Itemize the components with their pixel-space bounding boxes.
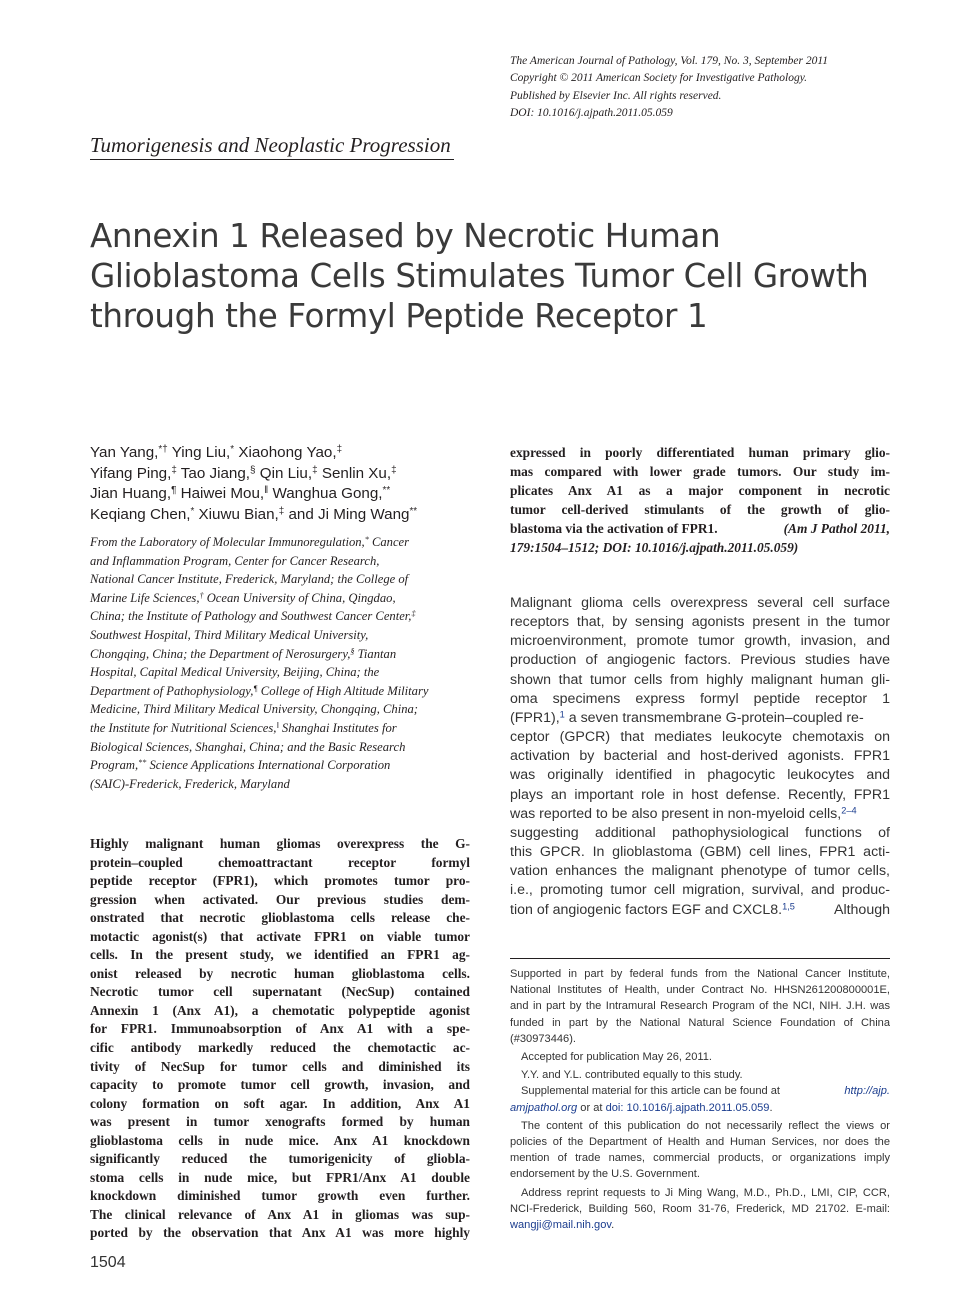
author-marker: * [190, 505, 195, 517]
body-line [510, 901, 890, 920]
abstract-line: knockdown diminished tumor growth even further. [90, 1188, 470, 1204]
affiliation-line [90, 607, 475, 626]
author-marker: ‖ [264, 485, 269, 497]
introduction-text [510, 594, 890, 920]
body-text: tion of angiogenic factors EGF and CXCL8. [510, 901, 783, 918]
body-line: production of angiogenic factors. Previous studies have [510, 652, 890, 669]
abstract-line: stoma cells in nude mice, but FPR1/Anx A1 double [90, 1169, 470, 1185]
footnote-line: funded in part by the National Natural Science Foundation of China [510, 1016, 890, 1029]
author-name: Senlin Xu, [317, 464, 392, 482]
footnote-text: . [611, 1219, 615, 1232]
affiliation-text: the Institute for Nutritional Sciences, [90, 720, 277, 735]
equal-contribution-note: Y.Y. and Y.L. contributed equally to this study. [521, 1069, 743, 1082]
author-name: Xiuwu Bian, [194, 505, 279, 523]
body-line: i.e., promoting tumor cell migration, survival, and produc- [510, 882, 890, 899]
footnote-text: Supplemental material for this article can be found at [521, 1085, 780, 1098]
affiliation-text: Program, [90, 758, 139, 773]
footnote-divider [510, 958, 890, 959]
abstract-line: capacity to promote tumor cell growth, invasion, and [90, 1077, 470, 1093]
affiliation-marker: ** [138, 758, 147, 768]
footnote-text: or at [577, 1101, 606, 1114]
abstract-left-column [90, 835, 470, 1243]
body-text: Although [833, 901, 890, 918]
article-title [90, 216, 890, 336]
author-name: Wanghua Gong, [268, 485, 383, 502]
abstract-line: expressed in poorly differentiated human primary glio- [510, 445, 890, 460]
footnote-line: and in part by the Intramural Research Program of the NCI, NIH. J.H. was [510, 1000, 890, 1013]
abstract-line: was present in tumor xenografts formed by human [90, 1114, 470, 1130]
affiliation-line [90, 756, 475, 775]
affiliation-line [90, 533, 475, 552]
body-line: shown that tumor cells from highly malignant human gli- [510, 671, 890, 688]
affiliation-marker: † [199, 590, 204, 600]
abstract-line: peptide receptor (FPR1), which promotes tumor pro- [90, 873, 470, 889]
footnote-line: National Institutes of Health, under Contract No. HHSN261200800001E, [510, 984, 890, 997]
abstract-line: cific antibody markedly reduced the chemotactic ac- [90, 1040, 470, 1056]
affiliation-text: From the Laboratory of Molecular Immunoregulation, [90, 535, 365, 549]
affiliation-line: Southwest Hospital, Third Military Medical University, [90, 627, 369, 642]
affiliation-text: Science Applications International Corporation [146, 758, 391, 773]
publisher-line: Published by Elsevier Inc. All rights reserved. [510, 89, 722, 102]
title-line: Glioblastoma Cells Stimulates Tumor Cell Growth [90, 257, 869, 295]
reference-link[interactable]: 2–4 [841, 805, 857, 816]
author-marker: ‡ [278, 505, 285, 517]
author-name: Ying Liu, [167, 444, 231, 461]
affiliation-line: Medicine, Third Military Medical University, Chongqing, China; [90, 702, 418, 717]
body-line [510, 805, 890, 824]
author-name: Xiaohong Yao, [234, 444, 337, 461]
journal-citation: The American Journal of Pathology, Vol. 179, No. 3, September 2011 [510, 55, 829, 67]
citation-text: (Am J Pathol 2011, [783, 521, 890, 536]
affiliation-line [90, 645, 475, 664]
author-line [90, 505, 490, 526]
body-line: Malignant glioma cells overexpress several cell surface [510, 595, 890, 611]
affiliation-line: National Cancer Institute, Frederick, Maryland; the College of [90, 572, 409, 587]
body-text: was reported to be also present in non-myeloid cells, [510, 805, 842, 822]
author-name: Yan Yang, [90, 444, 159, 461]
affiliation-marker: ‡ [411, 609, 416, 619]
copyright-line: Copyright © 2011 American Society for Investigative Pathology. [510, 72, 808, 85]
body-text: a seven transmembrane G-protein–coupled re- [564, 709, 864, 726]
abstract-line: protein–coupled chemoattractant receptor formyl [90, 854, 470, 870]
affiliation-marker: * [364, 534, 369, 544]
body-line: activation by bacterial and host-derived agonists. FPR1 [510, 748, 890, 765]
abstract-line: significantly reduced the tumorigenicity of gliobla- [90, 1151, 470, 1167]
affiliation-text: Department of Pathophysiology, [90, 683, 254, 698]
author-marker: § [250, 464, 256, 476]
abstract-right-column [510, 443, 890, 557]
body-line: receptors that, by sensing agonists present in the tumor [510, 614, 890, 631]
email-link[interactable]: wangji@mail.nih.gov [510, 1219, 612, 1232]
supplemental-note [510, 1100, 890, 1116]
affiliation-line: and Inflammation Program, Center for Cancer Research, [90, 553, 380, 568]
supplemental-link[interactable]: http://ajp. [844, 1085, 890, 1098]
affiliation-line [90, 589, 475, 608]
affiliation-line: Hospital, Capital Medical University, Beijing, China; the [90, 665, 380, 680]
page-number: 1504 [90, 1254, 126, 1271]
affiliation-text: Chongqing, China; the Department of Nerosurgery, [90, 646, 351, 661]
abstract-line: Highly malignant human gliomas overexpress the G- [90, 836, 470, 851]
affiliation-marker: § [350, 646, 355, 656]
affiliation-line: (SAIC)-Frederick, Frederick, Maryland [90, 776, 290, 791]
abstract-line: motactic agonist(s) that activate FPR1 on viable tumor [90, 928, 470, 944]
abstract-line: cells. In the present study, we identified an FPR1 ag- [90, 947, 470, 963]
footnote-line: NCI-Frederick, Building 560, Room 31-76, Frederick, MD 21702. E-mail: [510, 1202, 890, 1215]
author-name: and Ji Ming Wang [284, 505, 410, 523]
author-marker: ‡ [171, 464, 177, 476]
abstract-text: blastoma via the activation of FPR1. [510, 521, 718, 536]
affiliation-marker: ¶ [253, 683, 258, 693]
reference-link[interactable]: 1 [559, 709, 565, 720]
journal-header [510, 53, 950, 122]
footnote-line: Address reprint requests to Ji Ming Wang, M.D., Ph.D., LMI, CIP, CCR, [521, 1186, 890, 1199]
footnote-text: . [769, 1101, 773, 1114]
abstract-line: The clinical relevance of Anx A1 in gliomas was sup- [90, 1206, 470, 1222]
abstract-line: Annexin 1 (Anx A1), a chemotatic polypeptide agonist [90, 1002, 470, 1018]
doi-line: DOI: 10.1016/j.ajpath.2011.05.059 [510, 106, 673, 119]
abstract-line: for FPR1. Immunoabsorption of Anx A1 with a spe- [90, 1021, 470, 1037]
section-heading: Tumorigenesis and Neoplastic Progression [90, 131, 454, 160]
author-line [90, 464, 490, 485]
abstract-line: ported by the observation that Anx A1 was more highly [90, 1225, 470, 1241]
supplemental-note [510, 1083, 890, 1099]
abstract-line: onstrated that necrotic glioblastoma cells release che- [90, 910, 470, 926]
affiliation-text: Tiantan [354, 646, 397, 661]
reference-link[interactable]: 1,5 [782, 900, 795, 911]
author-marker: * [230, 444, 235, 456]
abstract-line: colony formation on soft agar. In addition, Anx A1 [90, 1095, 470, 1111]
author-marker: ‡ [312, 464, 318, 476]
affiliation-text: Shanghai Institutes for [278, 720, 397, 735]
author-marker: ‡ [391, 464, 397, 476]
author-marker: ¶ [171, 485, 177, 497]
affiliation-text: China; the Institute of Pathology and Southwest Cancer Center, [90, 609, 412, 624]
footnote-line: mention of trade names, commercial products, or organizations imply [510, 1152, 890, 1165]
author-marker: ‡ [336, 444, 343, 456]
affiliation-text: College of High Altitude Military [257, 683, 429, 698]
footnote-line [510, 1217, 890, 1233]
supplemental-link[interactable]: amjpathol.org [510, 1101, 578, 1114]
body-line: plays an important role in host defense. Recently, FPR1 [510, 786, 890, 803]
body-line: microenvironment, promote tumor growth, invasion, and [510, 633, 890, 650]
title-line: through the Formyl Peptide Receptor 1 [90, 297, 708, 335]
author-line [90, 443, 490, 464]
abstract-line: glioblastoma cells in nude mice. Anx A1 knockdown [90, 1132, 470, 1148]
author-name: Jian Huang, [90, 485, 172, 502]
author-marker: ** [382, 485, 391, 497]
affiliation-marker: ‖ [276, 720, 279, 730]
author-name: Yifang Ping, [90, 464, 172, 482]
footnote-line: The content of this publication do not necessarily reflect the views or [521, 1119, 890, 1132]
body-line: this GPCR. In glioblastoma (GBM) cell lines, FPR1 acti- [510, 844, 890, 861]
footnote-line: Supported in part by federal funds from the National Cancer Institute, [510, 968, 890, 980]
citation-line: 179:1504–1512; DOI: 10.1016/j.ajpath.2011.05.059) [510, 540, 799, 555]
abstract-line: tivity of NecSup for tumor cells and diminished its [90, 1058, 470, 1074]
abstract-line: gression when activated. Our previous studies dem- [90, 891, 470, 907]
abstract-line: plicates Anx A1 as a major component in necrotic [510, 483, 890, 498]
author-marker: ** [409, 505, 418, 517]
body-line: oma specimens express formyl peptide receptor 1 [510, 690, 890, 707]
author-name: Qin Liu, [255, 464, 313, 482]
body-line: vation enhances the malignant phenotype of tumor cells, [510, 863, 890, 880]
affiliation-line [90, 719, 475, 738]
abstract-line: onist released by necrotic human glioblastoma cells. [90, 965, 470, 981]
footnote-line: endorsement by the U.S. Government. [510, 1168, 700, 1181]
author-line [90, 484, 490, 505]
affiliation-text: Ocean University of China, Qingdao, [203, 590, 396, 605]
abstract-line: mas compared with lower grade tumors. Our study im- [510, 464, 890, 479]
abstract-line: Necrotic tumor cell supernatant (NecSup) contained [90, 984, 470, 1000]
footnote-line: (#30973446). [510, 1032, 576, 1045]
abstract-line [510, 519, 890, 538]
author-marker: *† [158, 444, 168, 456]
affiliation-line [90, 682, 475, 701]
author-name: Tao Jiang, [176, 464, 251, 482]
body-line: was originally identified in phagocytic leukocytes and [510, 767, 890, 784]
author-name: Haiwei Mou, [176, 485, 265, 502]
affiliations [90, 533, 475, 793]
body-line: ceptor (GPCR) that mediates leukocyte chemotaxis on [510, 729, 890, 746]
footnotes [510, 966, 890, 1233]
author-list [90, 443, 490, 525]
body-text: (FPR1), [510, 709, 560, 726]
abstract-line: tumor cell-derived stimulants of the growth of glio- [510, 502, 890, 517]
affiliation-text: Cancer [368, 535, 410, 549]
author-name: Keqiang Chen, [90, 505, 191, 523]
doi-link[interactable]: doi: 10.1016/j.ajpath.2011.05.059 [605, 1101, 770, 1114]
footnote-line: policies of the Department of Health and Human Services, nor does the [510, 1136, 890, 1149]
body-line [510, 709, 890, 728]
affiliation-text: Marine Life Sciences, [90, 590, 200, 605]
body-line: suggesting additional pathophysiological functions of [510, 824, 890, 841]
title-line: Annexin 1 Released by Necrotic Human [90, 217, 721, 255]
affiliation-line: Biological Sciences, Shanghai, China; and the Basic Research [90, 739, 406, 754]
accepted-date: Accepted for publication May 26, 2011. [521, 1051, 712, 1064]
